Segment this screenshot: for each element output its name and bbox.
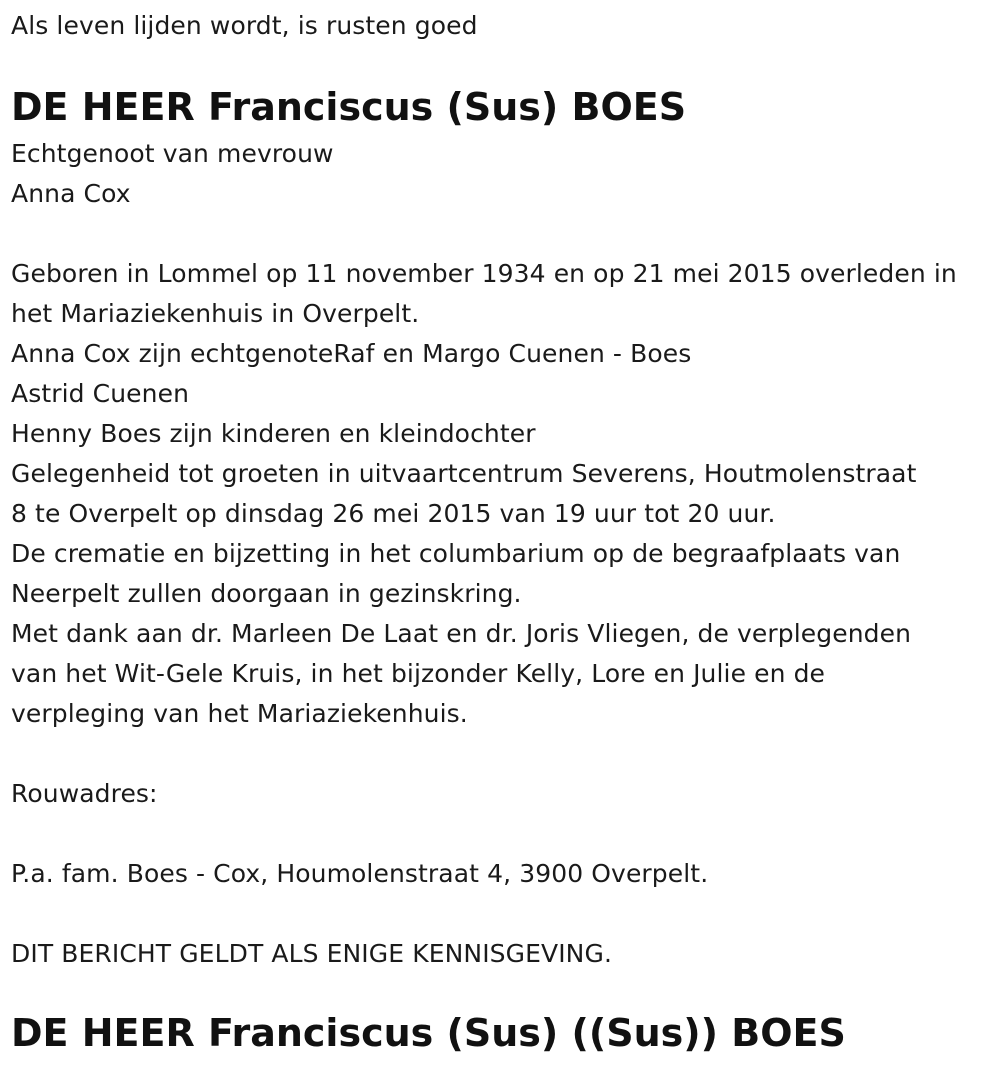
address-label: Rouwadres: <box>11 779 158 808</box>
body-line: 8 te Overpelt op dinsdag 26 mei 2015 van 19 uur tot 20 uur. <box>11 499 776 528</box>
obituary-body <box>11 254 957 734</box>
address-label-section <box>11 774 158 814</box>
body-line: De crematie en bijzetting in het columbarium op de begraafplaats van <box>11 539 901 568</box>
body-line: Geboren in Lommel op 11 november 1934 en op 21 mei 2015 overleden in <box>11 259 957 288</box>
notice-section <box>11 934 612 974</box>
body-line: Met dank aan dr. Marleen De Laat en dr. Joris Vliegen, de verplegenden <box>11 619 912 648</box>
body-line: van het Wit-Gele Kruis, in het bijzonder Kelly, Lore en Julie en de <box>11 659 826 688</box>
body-line: het Mariaziekenhuis in Overpelt. <box>11 299 420 328</box>
body-line: Astrid Cuenen <box>11 379 190 408</box>
address-section <box>11 854 708 894</box>
footer-name-heading: DE HEER Franciscus (Sus) ((Sus)) BOES <box>11 1011 846 1055</box>
deceased-name-heading: DE HEER Franciscus (Sus) BOES <box>11 85 687 129</box>
body-line: Gelegenheid tot groeten in uitvaartcentrum Severens, Houtmolenstraat <box>11 459 917 488</box>
body-line: Neerpelt zullen doorgaan in gezinskring. <box>11 579 522 608</box>
official-notice: DIT BERICHT GELDT ALS ENIGE KENNISGEVING. <box>11 939 612 968</box>
spouse-line: Anna Cox <box>11 179 131 208</box>
motto-text: Als leven lijden wordt, is rusten goed <box>11 11 478 40</box>
body-line: Henny Boes zijn kinderen en kleindochter <box>11 419 536 448</box>
spouse-section <box>11 134 334 214</box>
spouse-line: Echtgenoot van mevrouw <box>11 139 334 168</box>
body-line: Anna Cox zijn echtgenoteRaf en Margo Cuenen - Boes <box>11 339 692 368</box>
mourning-address: P.a. fam. Boes - Cox, Houmolenstraat 4, 3900 Overpelt. <box>11 859 709 888</box>
body-line: verpleging van het Mariaziekenhuis. <box>11 699 468 728</box>
